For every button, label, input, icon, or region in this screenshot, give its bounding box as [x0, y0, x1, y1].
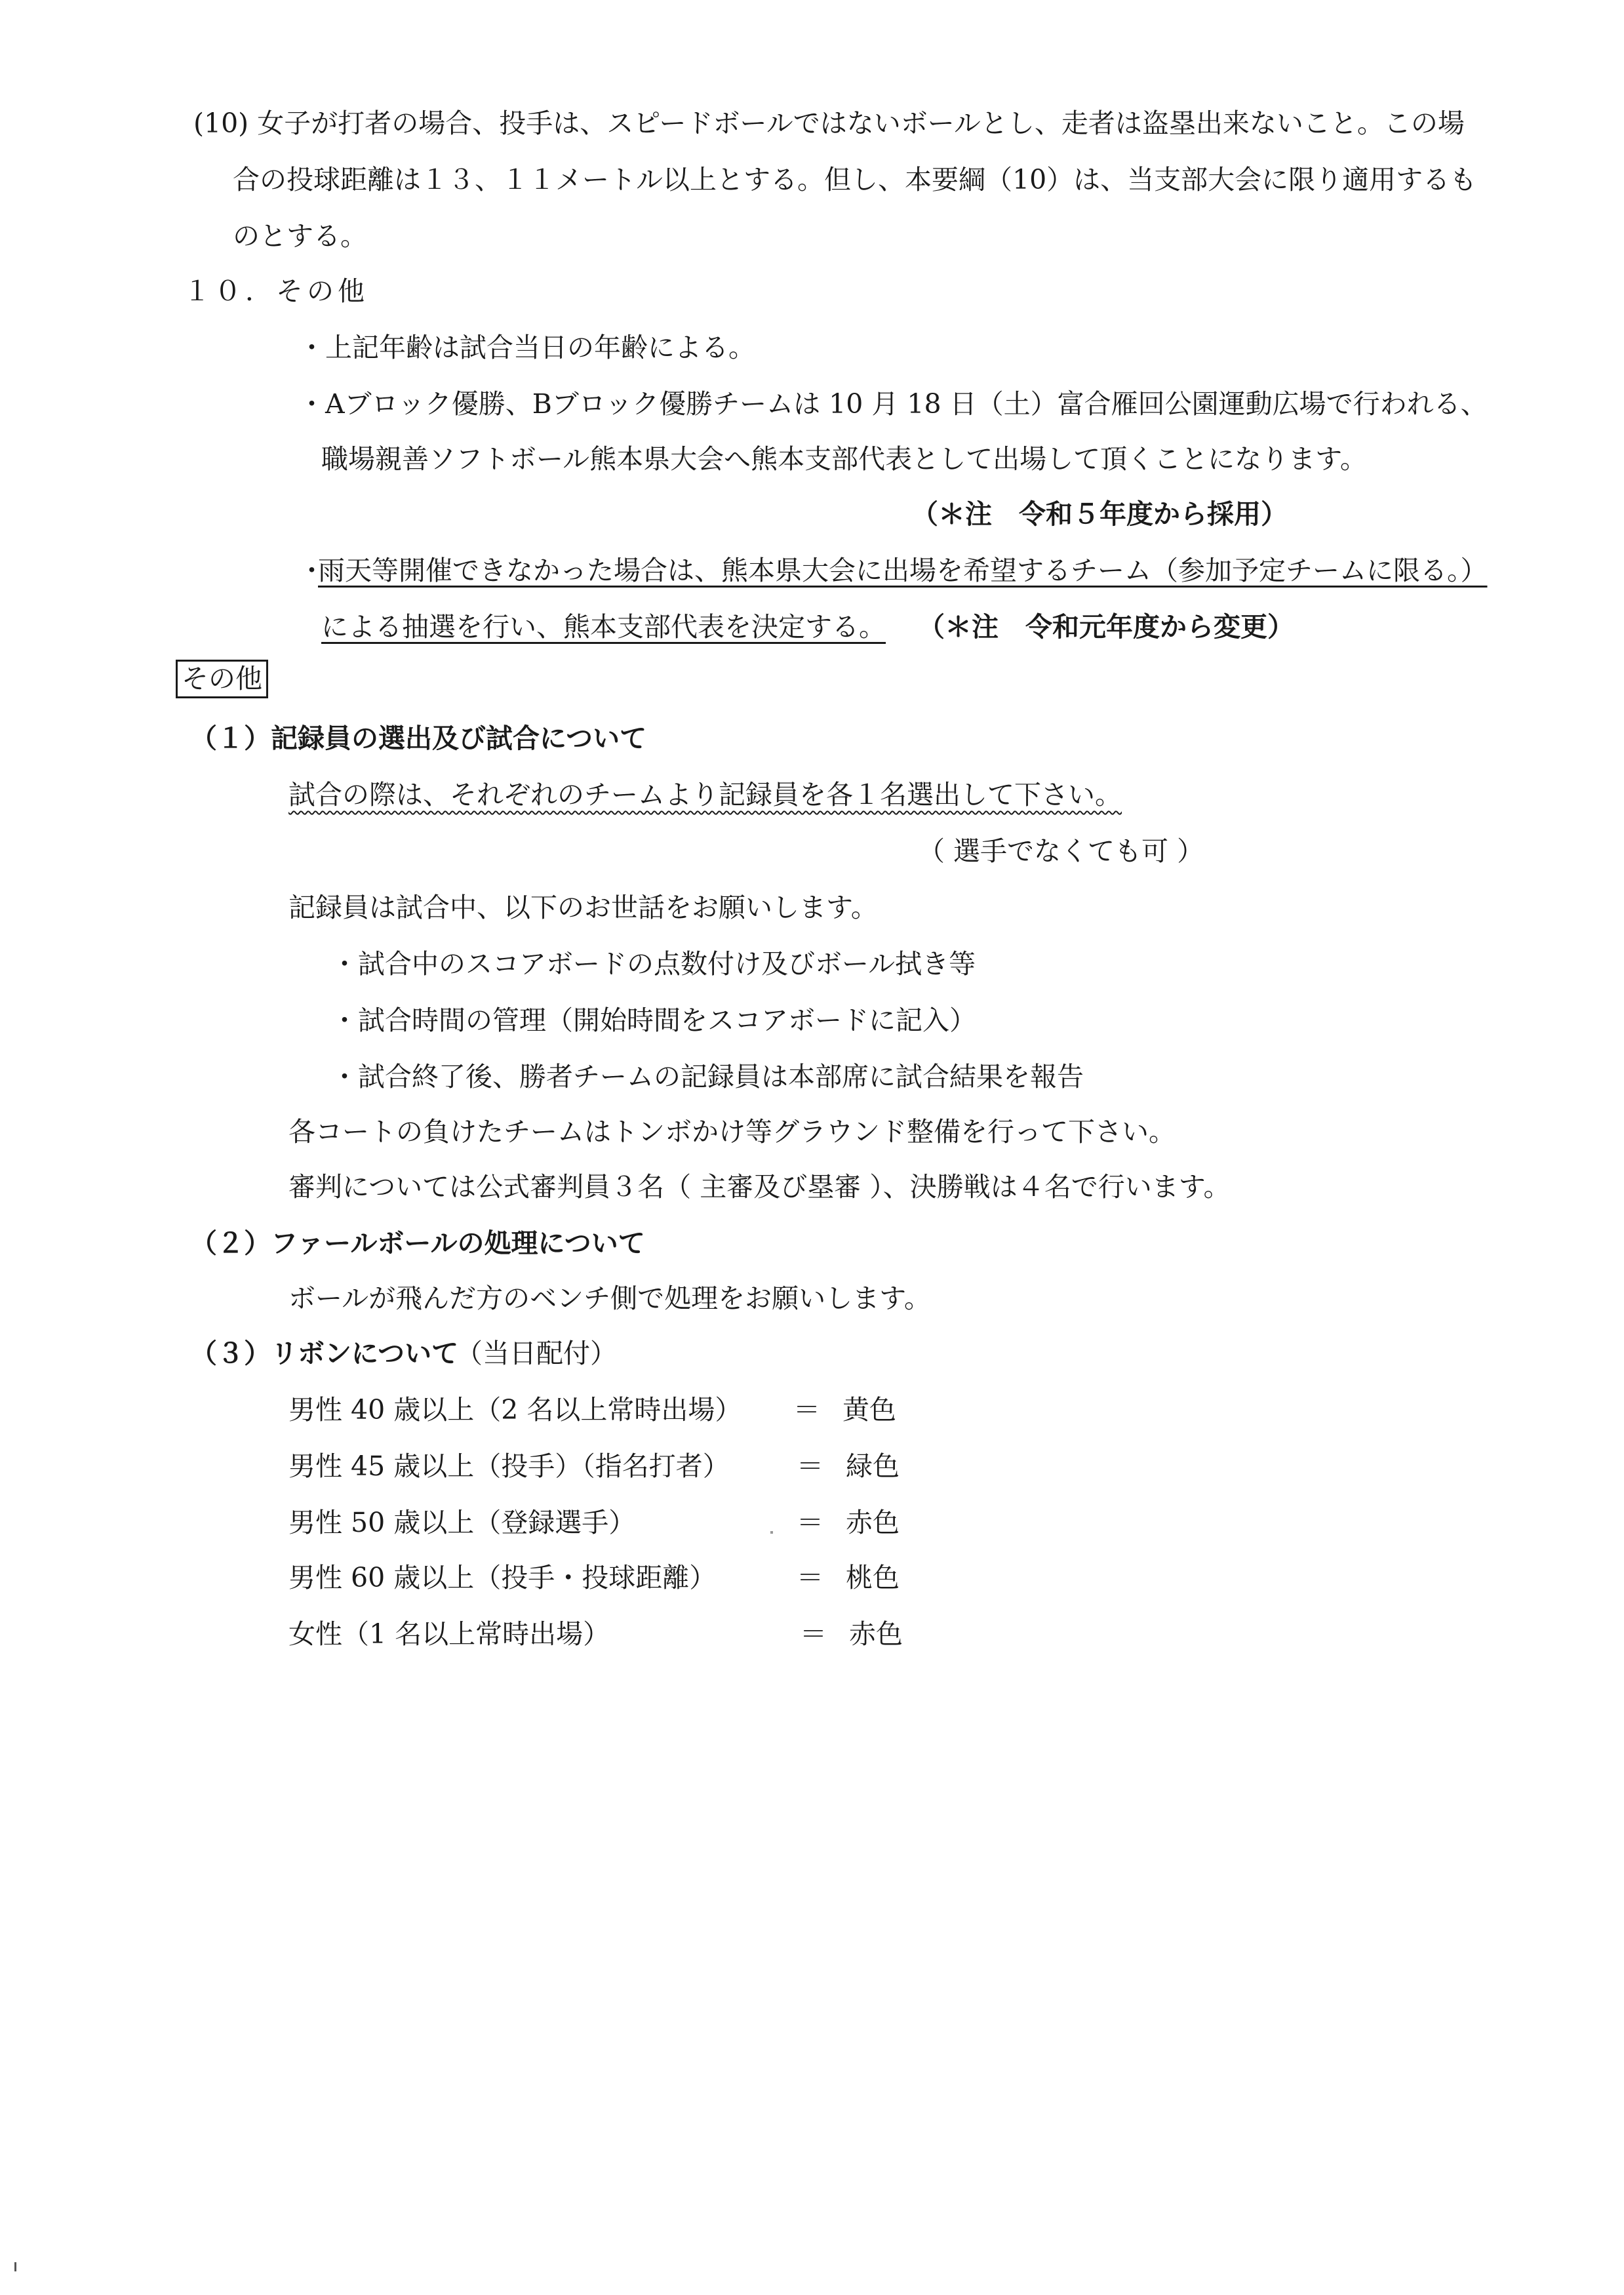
bullet-block-line1: ・Aブロック優勝、Bブロック優勝チームは 10 月 18 日（土）富合雁回公園運動広場で行われる、	[298, 388, 1488, 420]
scan-speck	[770, 1531, 773, 1534]
ribbon-label-4: 男性 60 歳以上（投手・投球距離）	[288, 1562, 717, 1593]
section10-heading: １０．その他	[184, 275, 368, 307]
s1-heading: （１）記録員の選出及び試合について	[190, 723, 647, 754]
ribbon-color-3: 赤色	[846, 1507, 900, 1538]
s2-heading: （２）ファールボールの処理について	[190, 1227, 645, 1259]
bullet-rain-line2: による抽選を行い、熊本支部代表を決定する。	[321, 611, 886, 643]
ribbon-color-5: 赤色	[849, 1618, 903, 1650]
ribbon-eq-4: ＝	[797, 1562, 823, 1593]
other-box-label: その他	[176, 660, 268, 698]
note-reiwa5: （＊注 令和５年度から採用）	[911, 498, 1288, 530]
item10-line1: (10) 女子が打者の場合、投手は、スピードボールではないボールとし、走者は盗塁出来ないこと。この場	[193, 108, 1465, 139]
ribbon-eq-3: ＝	[797, 1507, 823, 1538]
item10-line3: のとする。	[233, 220, 367, 252]
ribbon-eq-1: ＝	[793, 1394, 820, 1426]
ribbon-color-1: 黄色	[842, 1394, 896, 1426]
ribbon-eq-2: ＝	[797, 1450, 823, 1482]
ribbon-label-2: 男性 45 歳以上（投手）（指名打者）	[288, 1450, 730, 1482]
s1-select-note: （ 選手でなくても可 ）	[918, 835, 1204, 867]
ribbon-label-3: 男性 50 歳以上（登録選手）	[288, 1507, 636, 1538]
ribbon-color-2: 緑色	[846, 1450, 900, 1482]
ribbon-label-5: 女性（1 名以上常時出場）	[288, 1618, 610, 1650]
ribbon-label-1: 男性 40 歳以上（2 名以上常時出場）	[288, 1394, 742, 1426]
note-reiwa1: （＊注 令和元年度から変更）	[918, 611, 1294, 643]
s1-umpire-line: 審判については公式審判員３名（ 主審及び塁審 ）、決勝戦は４名で行います。	[288, 1171, 1231, 1203]
s1-duty-1: ・試合中のスコアボードの点数付け及びボール拭き等	[331, 948, 976, 980]
bullet-rain-prefix: ・	[298, 555, 325, 586]
item10-line2: 合の投球距離は１３、１１メートル以上とする。但し、本要綱（10）は、当支部大会に限り適用するも	[233, 164, 1477, 195]
s1-duty-3: ・試合終了後、勝者チームの記録員は本部席に試合結果を報告	[331, 1061, 1084, 1092]
ribbon-eq-5: ＝	[800, 1618, 827, 1650]
s3-heading-note: （当日配付）	[456, 1338, 617, 1369]
s3-heading: （３）リボンについて	[190, 1338, 459, 1369]
scan-edge-mark	[14, 2262, 16, 2271]
s1-losers-line: 各コートの負けたチームはトンボかけ等グラウンド整備を行って下さい。	[288, 1116, 1176, 1148]
ribbon-color-4: 桃色	[846, 1562, 900, 1593]
s1-select-line: 試合の際は、それぞれのチームより記録員を各１名選出して下さい。	[288, 779, 1122, 810]
bullet-age: ・上記年齢は試合当日の年齢による。	[298, 332, 755, 363]
s1-duties-intro: 記録員は試合中、以下のお世話をお願いします。	[288, 892, 878, 923]
bullet-block-line2: 職場親善ソフトボール熊本県大会へ熊本支部代表として出場して頂くことになります。	[321, 443, 1367, 475]
s1-duty-2: ・試合時間の管理（開始時間をスコアボードに記入）	[331, 1005, 976, 1036]
bullet-rain-line1: 雨天等開催できなかった場合は、熊本県大会に出場を希望するチーム（参加予定チームに限る。）	[318, 555, 1488, 586]
s2-text: ボールが飛んだ方のベンチ側で処理をお願いします。	[288, 1283, 931, 1314]
